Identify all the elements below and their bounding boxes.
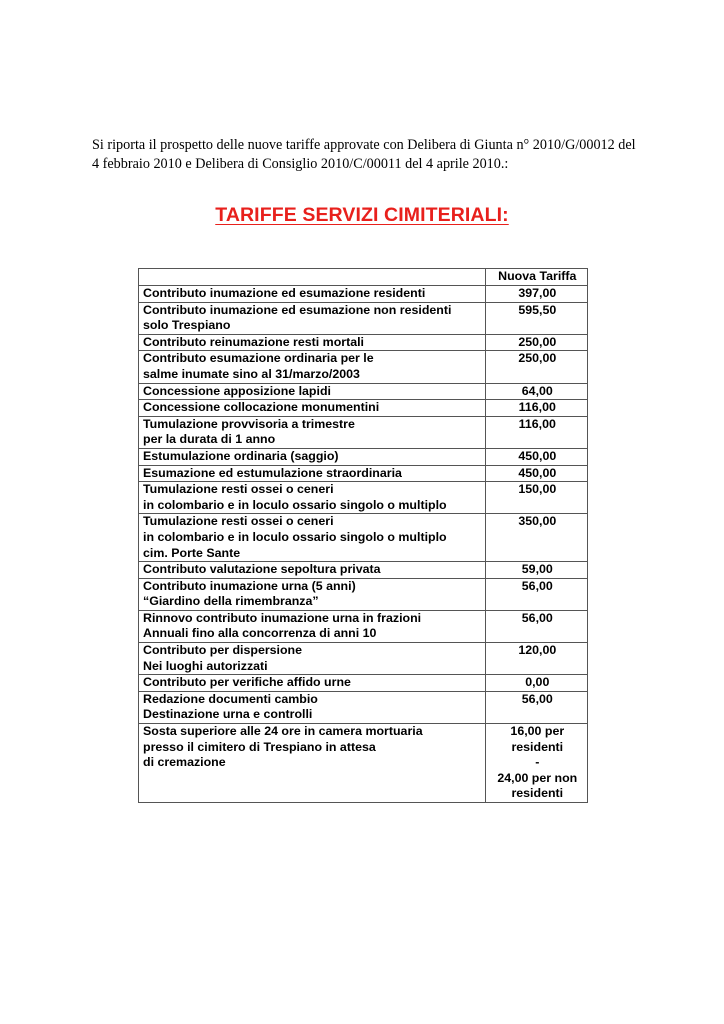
intro-paragraph [92,136,657,174]
description-line: Contributo inumazione urna (5 anni) [143,578,356,593]
value-line: 450,00 [518,448,557,463]
description-line: in colombario e in loculo ossario singolo o multiplo [143,529,447,544]
table-row [139,383,588,400]
description-line: Contributo esumazione ordinaria per le [143,351,374,366]
service-description [139,400,486,417]
service-description [139,482,486,514]
description-line: Nei luoghi autorizzati [143,658,268,673]
intro-line-1: Si riporta il prospetto delle nuove tariffe approvate con Delibera di Giunta n° 2010/G/00012 del [92,137,636,153]
description-line: Contributo valutazione sepoltura privata [143,562,381,577]
value-line: - [535,755,540,770]
table-row [139,514,588,562]
value-line: 120,00 [518,643,557,658]
tariff-value [485,383,587,400]
description-line: Sosta superiore alle 24 ore in camera mortuaria [143,724,423,739]
value-line: 64,00 [521,383,553,398]
tariff-value [485,334,587,351]
description-line: Contributo per verifiche affido urne [143,675,351,690]
table-row [139,400,588,417]
tariff-value [485,724,587,803]
description-line: Contributo reinumazione resti mortali [143,334,364,349]
description-line: Tumulazione provvisoria a trimestre [143,416,355,431]
table-row [139,610,588,642]
value-line: 397,00 [518,286,557,300]
service-description [139,465,486,482]
value-line: 24,00 per non [497,770,578,785]
service-description [139,302,486,334]
description-line: Concessione collocazione monumentini [143,400,380,415]
table-header-row [139,269,588,286]
description-line: Tumulazione resti ossei o ceneri [143,514,334,529]
table-row [139,465,588,482]
table-row [139,448,588,465]
value-line: 16,00 per [510,724,565,739]
tariff-value [485,675,587,692]
table-row [139,562,588,579]
tariff-value [485,286,587,303]
service-description [139,351,486,383]
service-description [139,286,486,303]
value-line: 56,00 [521,691,553,706]
header-empty-cell [139,269,486,286]
table-row [139,351,588,383]
value-line: residenti [511,786,564,801]
value-line: 350,00 [518,514,557,529]
description-line: in colombario e in loculo ossario singolo o multiplo [143,497,447,512]
header-new-tariff: Nuova Tariffa [485,269,587,286]
service-description [139,643,486,675]
service-description [139,383,486,400]
table-row [139,724,588,803]
table-row [139,416,588,448]
description-line: per la durata di 1 anno [143,432,276,447]
service-description [139,610,486,642]
intro-line-2: 4 febbraio 2010 e Delibera di Consiglio 2010/C/00011 del 4 aprile 2010.: [92,156,509,172]
description-line: Redazione documenti cambio [143,691,318,706]
table-row [139,482,588,514]
tariff-value [485,302,587,334]
description-line: Contributo per dispersione [143,643,303,658]
description-line: Destinazione urna e controlli [143,707,313,722]
tariff-value [485,562,587,579]
description-line: Esumazione ed estumulazione straordinaria [143,465,402,480]
service-description [139,724,486,803]
description-line: Estumulazione ordinaria (saggio) [143,448,339,463]
description-line: presso il cimitero di Trespiano in attesa [143,739,376,754]
description-line: “Giardino della rimembranza” [143,594,319,609]
tariff-value [485,610,587,642]
tariff-value [485,482,587,514]
value-line: residenti [511,739,564,754]
service-description [139,562,486,579]
tariff-value [485,400,587,417]
table-row [139,578,588,610]
tariff-value [485,465,587,482]
tariff-value [485,643,587,675]
tariff-value [485,691,587,723]
value-line: 56,00 [521,578,553,593]
description-line: Annuali fino alla concorrenza di anni 10 [143,626,377,641]
table-row [139,691,588,723]
description-line: Rinnovo contributo inumazione urna in frazioni [143,610,422,625]
description-line: Tumulazione resti ossei o ceneri [143,482,334,497]
value-line: 59,00 [521,562,553,577]
description-line: cim. Porte Sante [143,545,241,560]
service-description [139,578,486,610]
tariff-table [138,268,588,803]
value-line: 450,00 [518,465,557,480]
description-line: salme inumate sino al 31/marzo/2003 [143,366,360,381]
service-description [139,416,486,448]
value-line: 116,00 [518,400,556,415]
description-line: Contributo inumazione ed esumazione residenti [143,286,426,300]
tariff-table-body [139,269,588,803]
value-line: 250,00 [518,334,557,349]
description-line: solo Trespiano [143,318,231,333]
tariff-value [485,416,587,448]
tariff-value [485,448,587,465]
table-row [139,334,588,351]
tariff-value [485,514,587,562]
service-description [139,675,486,692]
page-title [0,204,724,227]
value-line: 150,00 [518,482,557,497]
value-line: 595,50 [518,302,557,317]
value-line: 56,00 [521,610,553,625]
table-row [139,302,588,334]
page-title-text: TARIFFE SERVIZI CIMITERIALI: [215,204,509,226]
description-line: Concessione apposizione lapidi [143,383,331,398]
value-line: 0,00 [525,675,550,690]
tariff-value [485,578,587,610]
value-line: 250,00 [518,351,557,366]
tariff-value [485,351,587,383]
service-description [139,334,486,351]
table-row [139,675,588,692]
value-line: 116,00 [518,416,556,431]
description-line: Contributo inumazione ed esumazione non residenti [143,302,452,317]
service-description [139,514,486,562]
service-description [139,691,486,723]
description-line: di cremazione [143,755,226,770]
table-row [139,643,588,675]
table-row [139,286,588,303]
service-description [139,448,486,465]
